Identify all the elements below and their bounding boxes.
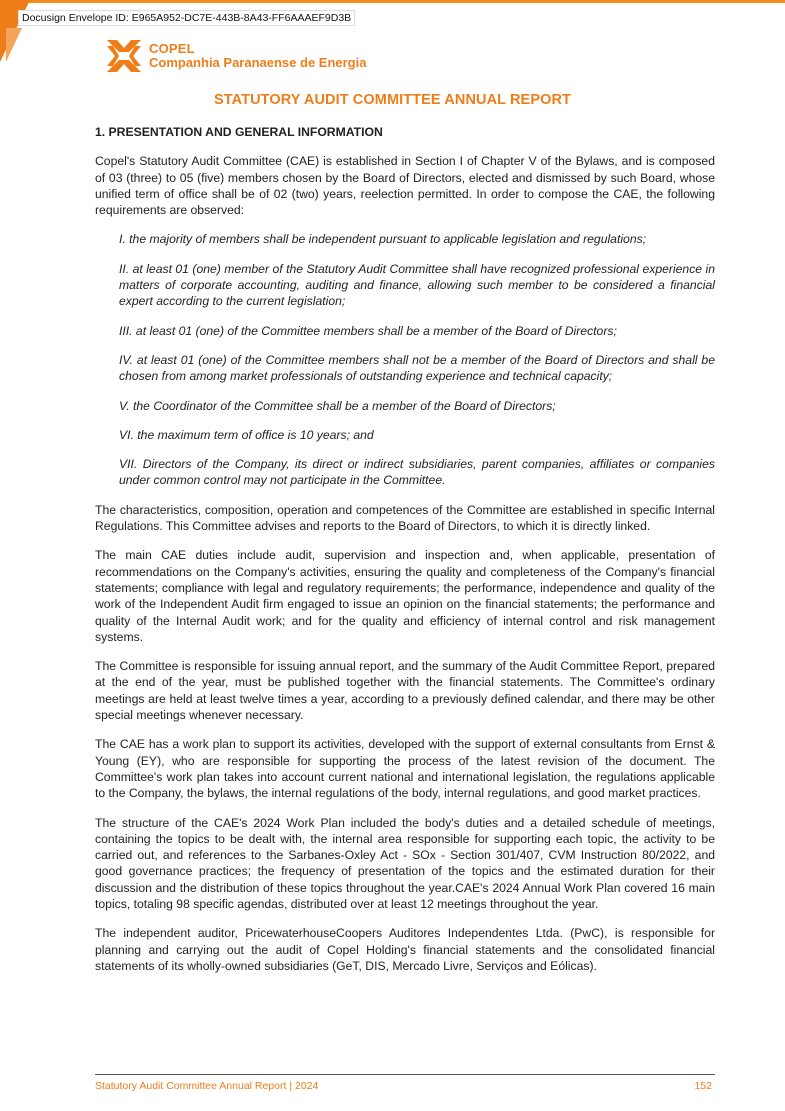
body-paragraph: The main CAE duties include audit, supervision and inspection and, when applicable, presentation of recommendations on the Company's activities, ensuring the quality and completeness of the Company's financial statements; compliance with legal and regulatory requirements; the performance, independence and quality of the work of the Independent Audit firm engaged to issue an opinion on the financial statements; the performance and quality of the Internal Audit work; and for the quality and efficiency of internal control and risk management systems. <box>95 548 715 644</box>
requirements-list <box>119 231 715 488</box>
document-body <box>95 124 715 987</box>
logo-text <box>149 42 366 70</box>
footer-divider <box>95 1074 715 1075</box>
corner-decoration-inner <box>6 28 22 62</box>
requirement-item: IV. at least 01 (one) of the Committee members shall not be a member of the Board of Directors and shall be chosen from among market professionals of outstanding experience and technical capacity; <box>119 352 715 384</box>
document-title: STATUTORY AUDIT COMMITTEE ANNUAL REPORT <box>214 92 571 108</box>
logo-name: COPEL <box>149 41 195 56</box>
requirement-item: I. the majority of members shall be independent pursuant to applicable legislation and regulations; <box>119 232 647 247</box>
top-accent-bar <box>0 0 785 3</box>
section-heading: 1. PRESENTATION AND GENERAL INFORMATION <box>95 125 383 139</box>
intro-paragraph: Copel's Statutory Audit Committee (CAE) is established in Section I of Chapter V of the Bylaws, and is composed of 03 (three) to 05 (five) members chosen by the Board of Directors, elected and dismissed by such Board, whose unified term of office shall be of 02 (two) years, reelection permitted. In order to compose the CAE, the following requirements are observed: <box>95 154 715 218</box>
requirement-item: III. at least 01 (one) of the Committee members shall be a member of the Board of Directors; <box>119 323 617 338</box>
logo-subtitle: Companhia Paranaense de Energia <box>149 55 367 70</box>
company-logo <box>105 38 366 74</box>
requirement-item: VI. the maximum term of office is 10 years; and <box>119 427 374 442</box>
requirement-item: V. the Coordinator of the Committee shall be a member of the Board of Directors; <box>119 398 556 413</box>
envelope-id: Docusign Envelope ID: E965A952-DC7E-443B-8A43-FF6AAAEF9D3B <box>18 10 355 26</box>
body-paragraph: The Committee is responsible for issuing annual report, and the summary of the Audit Committee Report, prepared at the end of the year, must be published together with the financial statements. The Committee's ordinary meetings are held at least twelve times a year, according to a previously defined calendar, and there may be other special meetings whenever necessary. <box>95 659 715 723</box>
body-paragraph: The characteristics, composition, operation and competences of the Committee are established in specific Internal Regulations. This Committee advises and reports to the Board of Directors, to which it is directly linked. <box>95 502 715 534</box>
footer-report-title: Statutory Audit Committee Annual Report | 2024 <box>95 1080 319 1092</box>
copel-logo-icon <box>105 38 143 74</box>
requirement-item: II. at least 01 (one) member of the Statutory Audit Committee shall have recognized professional experience in matters of corporate accounting, auditing and finance, allowing such member to be considered a financial expert according to the current legislation; <box>119 261 715 309</box>
requirement-item: VII. Directors of the Company, its direct or indirect subsidiaries, parent companies, affiliates or companies under common control may not participate in the Committee. <box>119 457 715 488</box>
body-paragraph: The independent auditor, PricewaterhouseCoopers Auditores Independentes Ltda. (PwC), is responsible for planning and carrying out the audit of Copel Holding's financial statements and the consolidated financial statements of its wholly-owned subsidiaries (GeT, DIS, Mercado Livre, Serviços and Eólicas). <box>95 926 715 973</box>
body-paragraph: The CAE has a work plan to support its activities, developed with the support of external consultants from Ernst & Young (EY), who are responsible for supporting the process of the latest revision of the document. The Committee's work plan takes into account current national and international legislation, the regulations applicable to the Company, the bylaws, the internal regulations of the body, internal regulations, and good market practices. <box>95 737 715 801</box>
page-number: 152 <box>694 1080 712 1092</box>
body-paragraph: The structure of the CAE's 2024 Work Plan included the body's duties and a detailed schedule of meetings, containing the topics to be dealt with, the internal area responsible for supporting each topic, the activity to be carried out, and references to the Sarbanes-Oxley Act - SOx - Section 301/407, CVM Instruction 80/2022, and good governance practices; the frequency of presentation of the topics and the estimated duration for their discussion and the distribution of these topics throughout the year.CAE's 2024 Annual Work Plan covered 16 main topics, totaling 98 specific agendas, distributed over at least 12 meetings throughout the year. <box>95 815 715 911</box>
